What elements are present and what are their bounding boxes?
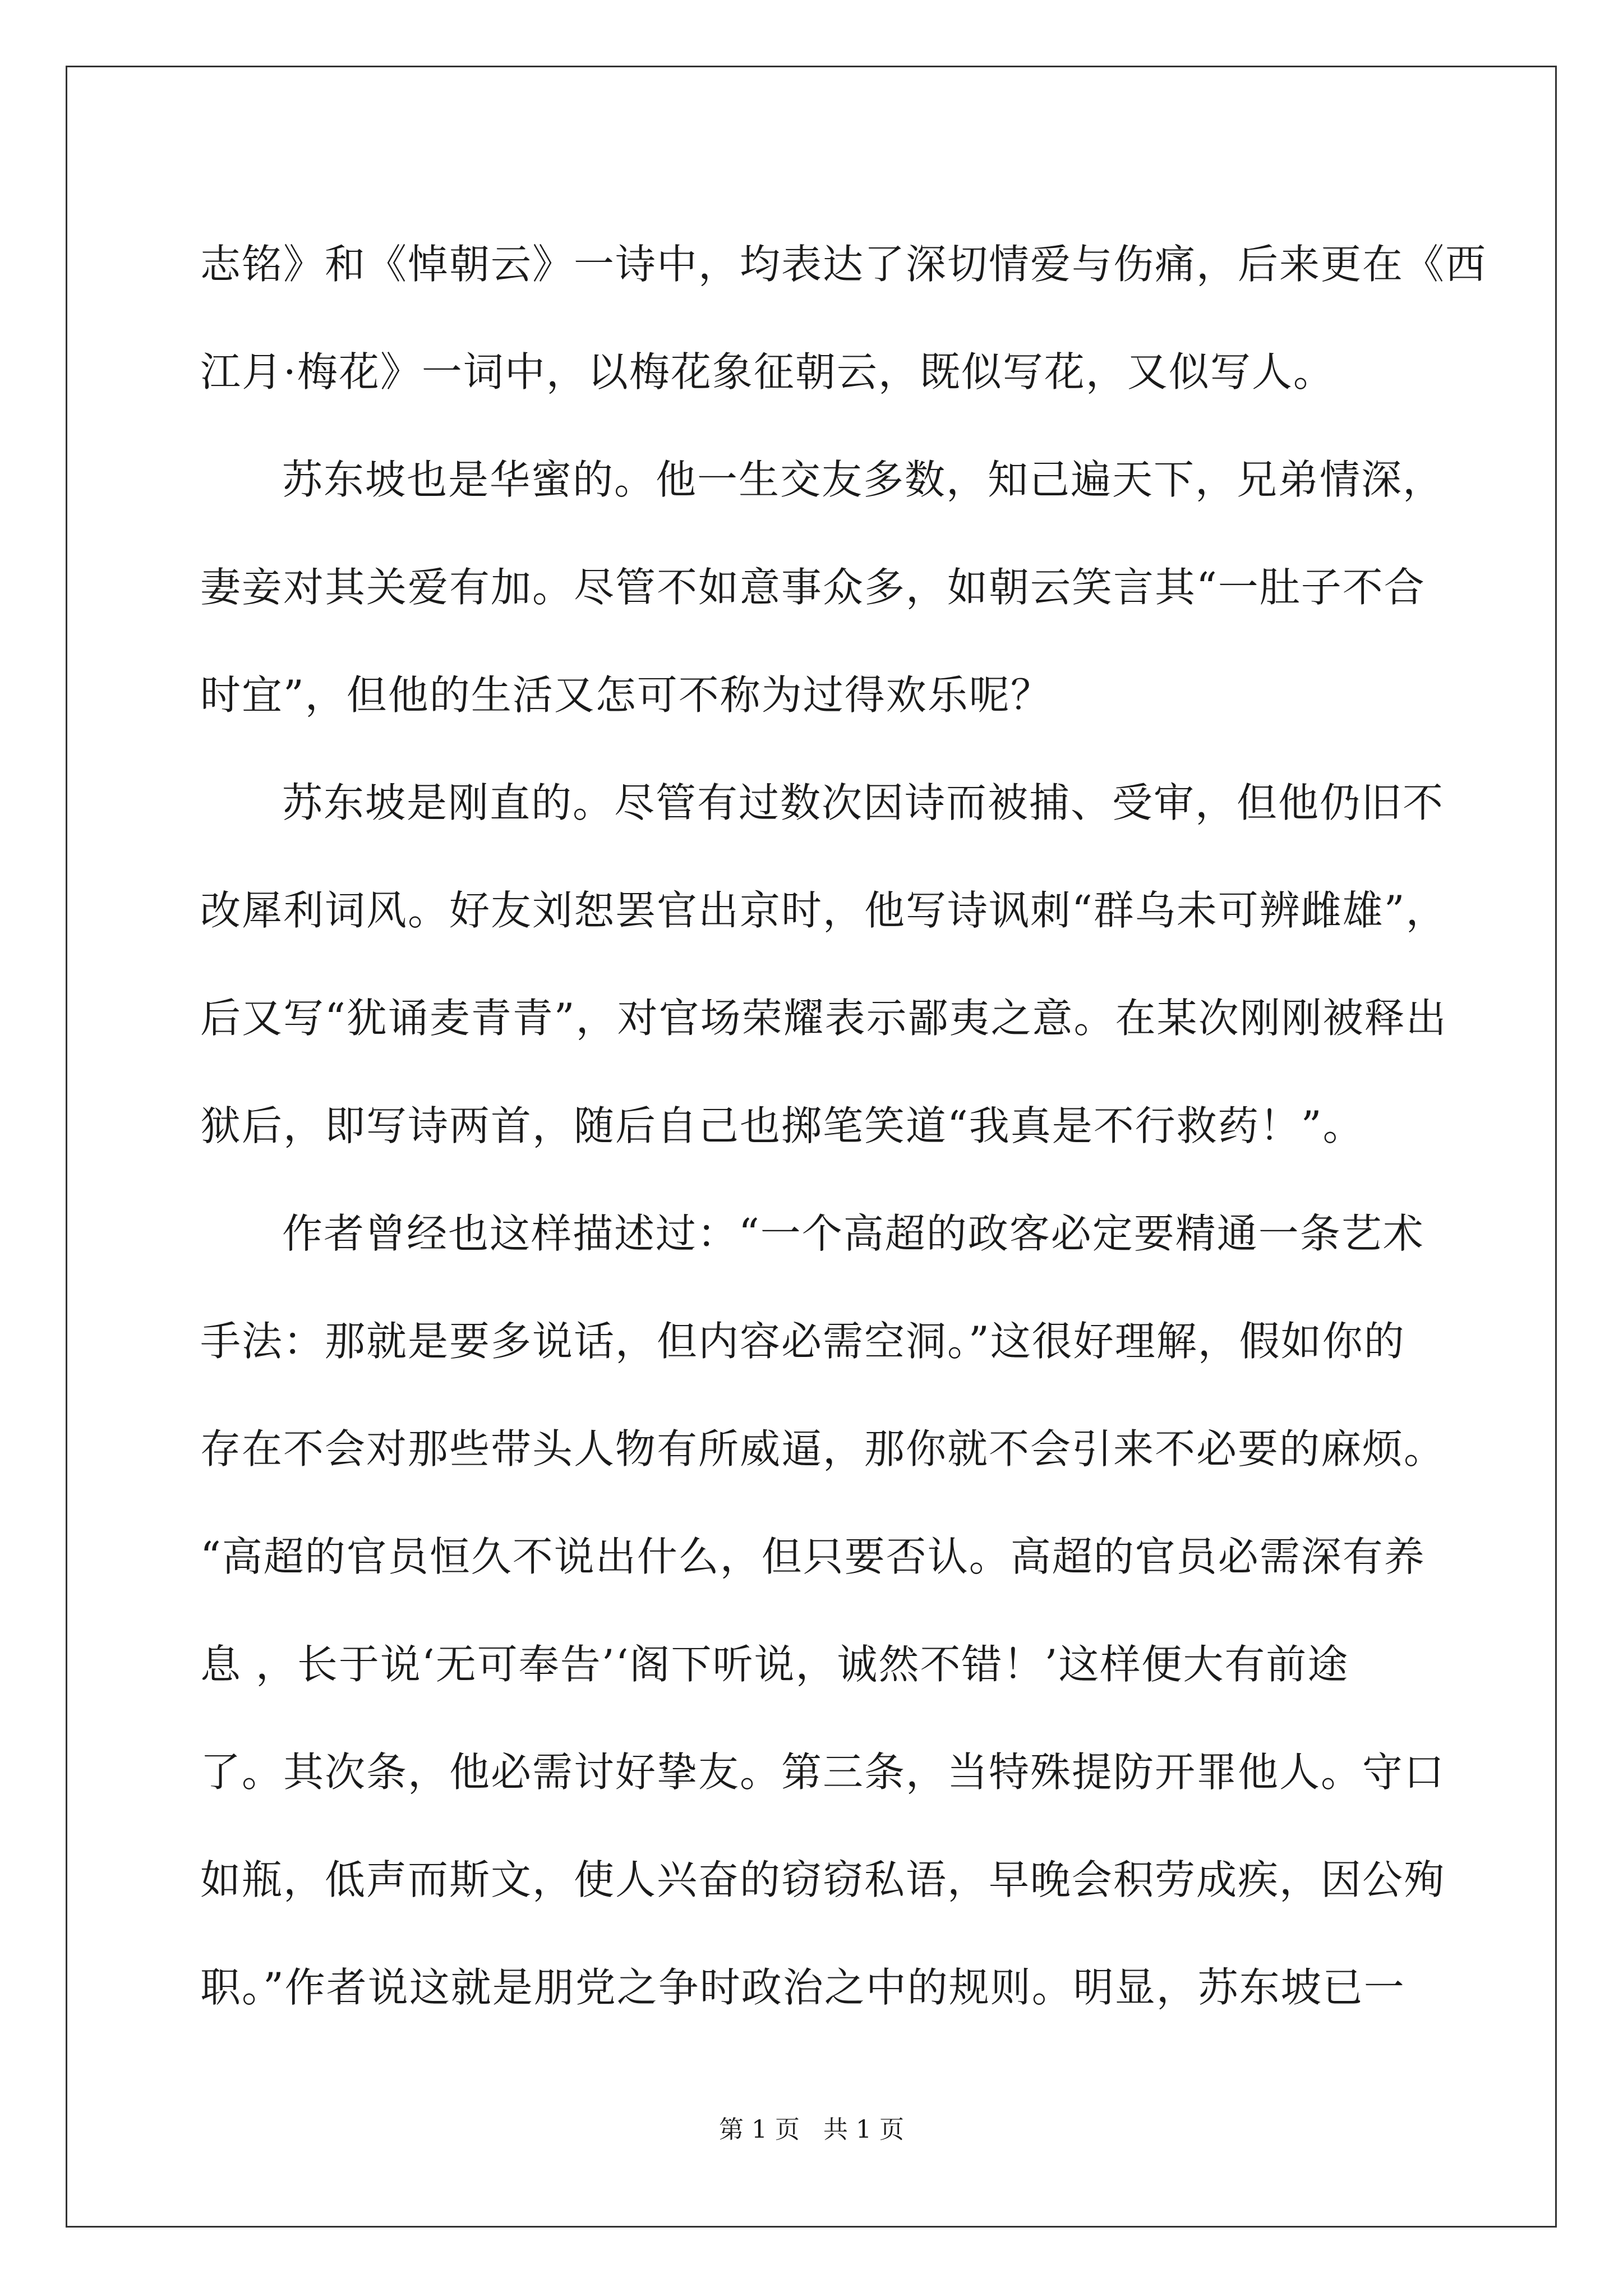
text-line: 狱后，即写诗两首，随后自己也掷笔笑道“我真是不行救药！”。 <box>200 1102 1364 1149</box>
text-line: 后又写“犹诵麦青青”，对官场荣耀表示鄙夷之意。在某次刚刚被释出 <box>200 995 1447 1042</box>
text-line: 作者曾经也这样描述过：“一个高超的政客必定要精通一条艺术 <box>282 1210 1424 1257</box>
text-line: 手法：那就是要多说话，但内容必需空洞。”这很好理解，假如你的 <box>200 1318 1405 1365</box>
text-line: “高超的官员恒久不说出什么，但只要否认。高超的官员必需深有养 <box>200 1533 1426 1580</box>
text-line: 改犀利词风。好友刘恕罢官出京时，他写诗讽刺“群乌未可辨雌雄”， <box>200 887 1447 934</box>
text-line: 妻妾对其关爱有加。尽管不如意事众多，如朝云笑言其“一肚子不合 <box>200 564 1426 611</box>
text-line: 如瓶，低声而斯文，使人兴奋的窃窃私语，早晚会积劳成疾，因公殉 <box>200 1856 1446 1903</box>
page-number-footer: 第 1 页 共 1 页 <box>719 2115 904 2144</box>
document-body <box>200 210 1487 2041</box>
text-line: 息 ，长于说‘无可奉告’‘阁下听说，诚然不错！’这样便大有前途 <box>200 1641 1349 1688</box>
text-line: 苏东坡是刚直的。尽管有过数次因诗而被捕、受审，但他仍旧不 <box>282 779 1445 826</box>
text-line: 志铭》和《悼朝云》一诗中，均表达了深切情爱与伤痛，后来更在《西 <box>200 241 1487 288</box>
text-line: 了。其次条，他必需讨好挚友。第三条，当特殊提防开罪他人。守口 <box>200 1749 1446 1796</box>
text-line: 时宜”，但他的生活又怎可不称为过得欢乐呢？ <box>200 671 1052 719</box>
text-line: 江月·梅花》一词中，以梅花象征朝云，既似写花，又似写人。 <box>200 348 1335 395</box>
text-line: 职。”作者说这就是朋党之争时政治之中的规则。明显，苏东坡已一 <box>200 1964 1405 2011</box>
text-line: 存在不会对那些带头人物有所威逼，那你就不会引来不必要的麻烦。 <box>200 1425 1446 1473</box>
text-line: 苏东坡也是华蜜的。他一生交友多数，知己遍天下，兄弟情深， <box>282 456 1445 503</box>
